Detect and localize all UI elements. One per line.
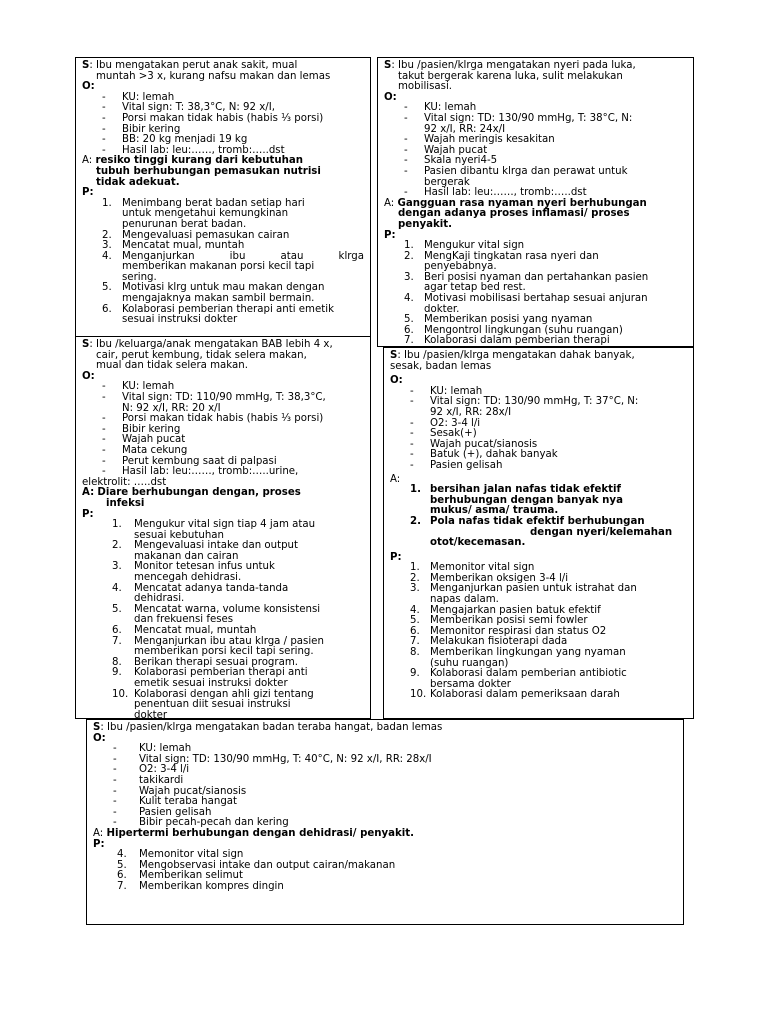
- item-text: mukus/ asma/ trauma.: [430, 505, 559, 517]
- item-number: 10.: [112, 688, 129, 700]
- item-number: 4.: [112, 582, 122, 594]
- o-label: O:: [384, 91, 397, 103]
- list-item: - Mata cekung: [82, 446, 364, 457]
- list-item: [390, 485, 687, 517]
- item-text: bersama dokter: [430, 678, 511, 690]
- a-text: infeksi: [106, 497, 145, 509]
- list-item: - KU: lemah: [82, 382, 364, 393]
- care-plan-box-diarrhea: [75, 336, 371, 719]
- item-text: Mencatat adanya tanda-tanda: [134, 582, 289, 594]
- subjective-line: [390, 351, 687, 362]
- list-item: [390, 690, 687, 701]
- item-text: dengan nyeri/kelemahan: [530, 526, 673, 538]
- list-item: [82, 541, 364, 562]
- assessment-list: [390, 485, 687, 549]
- item-text: Vital sign: TD: 110/90 mmHg, T: 38,3°C,: [122, 391, 326, 403]
- objective-list: [82, 93, 364, 157]
- list-item: - Porsi makan tidak habis (habis ⅓ porsi): [82, 414, 364, 425]
- plan-list: [390, 563, 687, 701]
- item-number: 6.: [404, 324, 414, 336]
- item-number: 2.: [410, 515, 421, 527]
- list-item: [93, 882, 677, 893]
- list-item: [82, 199, 364, 231]
- item-text: Motivasi mobilisasi bertahap sesuai anjuran: [424, 293, 648, 305]
- item-text: Mengevaluasi pemasukan cairan: [122, 229, 290, 241]
- item-text: penurunan berat badan.: [122, 218, 247, 230]
- plan-list: [82, 520, 364, 719]
- item-number: 1.: [410, 562, 420, 574]
- subjective-line: [82, 61, 364, 72]
- list-item: [390, 397, 687, 418]
- item-number: 5.: [102, 282, 112, 294]
- item-text: Pola nafas tidak efektif berhubungan: [430, 515, 645, 527]
- item-text: Kolaborasi dengan ahli gizi tentang: [134, 688, 314, 700]
- item-text: Menganjurkan ibu atau klrga / pasien: [134, 635, 324, 647]
- list-item: - Pasien gelisah: [390, 461, 687, 472]
- item-number: 3.: [112, 561, 122, 573]
- item-number: 1.: [404, 240, 414, 252]
- s-text: : Ibu mengatakan perut anak sakit, mual: [89, 60, 298, 71]
- p-label: P:: [390, 551, 402, 563]
- objective-list: [390, 387, 687, 472]
- item-text: dehidrasi.: [134, 593, 185, 605]
- list-item: - Sesak(+): [390, 429, 687, 440]
- list-item: - Porsi makan tidak habis (habis ⅓ porsi): [82, 114, 364, 125]
- item-text: Mengukur vital sign: [424, 240, 525, 252]
- item-text: Mencatat warna, volume konsistensi: [134, 603, 321, 615]
- item-text: Memonitor vital sign: [139, 849, 244, 861]
- item-number: 7.: [117, 880, 127, 892]
- item-text: Memberikan posisi yang nyaman: [424, 314, 593, 326]
- item-text: Mencatat mual, muntah: [122, 240, 245, 252]
- item-text: bergerak: [424, 176, 470, 188]
- item-number: 2.: [410, 572, 420, 584]
- list-item: - Perut kembung saat di palpasi: [82, 457, 364, 468]
- item-text: untuk mengetahui kemungkinan: [122, 208, 289, 220]
- item-text: otot/kecemasan.: [430, 537, 526, 549]
- item-text: Menganjurkan ibu atau klrga: [122, 250, 364, 262]
- item-number: 7.: [410, 636, 420, 648]
- item-text: Memberikan kompres dingin: [139, 880, 284, 892]
- item-text: MengKaji tingkatan rasa nyeri dan: [424, 250, 599, 262]
- p-label: P:: [384, 229, 396, 241]
- item-text: dokter.: [424, 303, 460, 315]
- item-number: 5.: [404, 314, 414, 326]
- list-item: - Bibir kering: [82, 425, 364, 436]
- item-text: 92 x/I, RR: 24x/I: [424, 123, 506, 135]
- care-plan-box-pain: [377, 57, 694, 347]
- item-text: N: 92 x/I, RR: 20 x/I: [122, 402, 221, 414]
- item-text: Mengevaluasi intake dan output: [134, 540, 298, 552]
- list-item: [384, 336, 687, 347]
- s-text: cair, perut kembung, tidak selera makan,: [96, 349, 307, 361]
- a-label: A:: [384, 197, 395, 209]
- item-number: 1.: [112, 519, 122, 531]
- a-text: tidak adekuat.: [96, 176, 180, 188]
- item-text: Kolaborasi pemberian therapi anti: [134, 667, 308, 679]
- item-text: Mengukur vital sign tiap 4 jam atau: [134, 519, 316, 531]
- item-number: 3.: [102, 240, 112, 252]
- item-number: 3.: [410, 583, 420, 595]
- a-label: A:: [82, 155, 93, 167]
- list-item: [82, 520, 364, 541]
- item-number: 4.: [117, 849, 127, 861]
- list-item: - Wajah pucat: [82, 435, 364, 446]
- item-number: 1.: [410, 484, 421, 496]
- item-number: 5.: [410, 615, 420, 627]
- s-label: S: [82, 60, 90, 71]
- item-text: bersihan jalan nafas tidak efektif: [430, 484, 621, 496]
- list-item: [384, 252, 687, 273]
- subjective-line: [384, 61, 687, 72]
- care-plan-box-nutrition: [75, 57, 371, 338]
- item-text: emetik sesuai instruksi dokter: [134, 678, 288, 689]
- plan-list: [82, 199, 364, 326]
- item-text: Pasien dibantu klrga dan perawat untuk: [424, 165, 628, 177]
- item-text: Monitor tetesan infus untuk: [134, 561, 275, 573]
- list-item: [390, 648, 687, 669]
- a-label: A:: [390, 473, 401, 485]
- objective-list: [82, 382, 364, 477]
- list-item: [82, 605, 364, 626]
- item-number: 2.: [404, 250, 414, 262]
- a-text: dengan adanya proses inflamasi/ proses: [398, 208, 630, 220]
- item-text: Vital sign: TD: 130/90 mmHg, T: 38°C, N:: [424, 112, 633, 124]
- a-text: Diare berhubungan dengan, proses: [97, 487, 301, 499]
- list-item: [390, 669, 687, 690]
- item-text: Melakukan fisioterapi dada: [430, 636, 568, 648]
- item-text: agar tetap bed rest.: [424, 282, 526, 294]
- item-text: sesuai kebutuhan: [134, 529, 224, 541]
- o-tail: elektrolit: …..dst: [82, 476, 167, 488]
- item-number: 4.: [410, 604, 420, 616]
- item-text: Memberikan lingkungan yang nyaman: [430, 647, 626, 659]
- list-item: - O2: 3-4 l/i: [93, 765, 677, 776]
- list-item: [384, 273, 687, 294]
- s-text: mobilisasi.: [398, 81, 453, 93]
- item-text: Memberikan oksigen 3-4 l/i: [430, 572, 569, 584]
- list-item: - KU: lemah: [384, 103, 687, 114]
- subjective-line: [93, 723, 677, 734]
- list-item: [82, 393, 364, 414]
- a-text: Gangguan rasa nyaman nyeri berhubungan: [397, 197, 647, 209]
- item-text: Kolaborasi dalam pemberian therapi: [424, 335, 610, 347]
- list-item: - Vital sign: TD: 130/90 mmHg, T: 40°C, N: 92 x/I, RR: 28x/I: [93, 755, 677, 766]
- item-number: 5.: [112, 603, 122, 615]
- item-text: Menganjurkan pasien untuk istrahat dan: [430, 583, 637, 595]
- list-item: [82, 562, 364, 583]
- list-item: [82, 283, 364, 304]
- s-text: : Ibu /pasien/klrga mengatakan nyeri pada luka,: [391, 60, 636, 71]
- item-text: Mengontrol lingkungan (suhu ruangan): [424, 324, 623, 336]
- item-text: Motivasi klrg untuk mau makan dengan: [122, 282, 325, 294]
- item-text: Berikan therapi sesuai program.: [134, 656, 298, 668]
- item-number: 6.: [112, 625, 122, 637]
- a-text: Hipertermi berhubungan dengan dehidrasi/ penyakit.: [106, 827, 415, 839]
- item-text: Vital sign: TD: 130/90 mmHg, T: 37°C, N:: [430, 396, 639, 408]
- item-text: Beri posisi nyaman dan pertahankan pasien: [424, 271, 649, 283]
- item-text: Memberikan selimut: [139, 870, 244, 882]
- item-number: 9.: [112, 667, 122, 679]
- list-item: [82, 690, 364, 719]
- item-text: 92 x/I, RR: 28x/I: [430, 406, 512, 418]
- item-number: 6.: [410, 625, 420, 637]
- item-text: penyebabnya.: [424, 261, 497, 273]
- item-number: 6.: [102, 303, 112, 315]
- item-number: 2.: [112, 540, 122, 552]
- item-number: 10.: [410, 689, 427, 701]
- o-label: O:: [390, 375, 403, 387]
- o-label: O:: [82, 81, 95, 93]
- list-item: - KU: lemah: [82, 93, 364, 104]
- item-text: dokter: [134, 709, 168, 719]
- item-number: 2.: [102, 229, 112, 241]
- list-item: [82, 252, 364, 284]
- assessment: [93, 829, 677, 840]
- item-number: 8.: [112, 656, 122, 668]
- item-text: penentuan diit sesuai instruksi: [134, 699, 291, 711]
- a-text: resiko tinggi kurang dari kebutuhan: [95, 155, 303, 167]
- item-number: 8.: [410, 647, 420, 659]
- objective-list: [93, 744, 677, 829]
- a-text: penyakit.: [398, 218, 452, 230]
- item-text: makanan dan cairan: [134, 550, 239, 562]
- list-item: [390, 584, 687, 605]
- item-text: Memonitor vital sign: [430, 562, 535, 574]
- list-item: [384, 167, 687, 188]
- item-text: memberikan porsi kecil tapi sering.: [134, 646, 314, 658]
- list-item: - Hasil lab: leu:……, tromb:…..dst: [384, 188, 687, 199]
- list-item: [390, 517, 687, 549]
- a-label: A:: [93, 827, 104, 839]
- item-number: 1.: [102, 197, 112, 209]
- item-text: Kolaborasi dalam pemberian antibiotic: [430, 668, 627, 680]
- list-item: [82, 305, 364, 326]
- list-item: - Skala nyeri4-5: [384, 156, 687, 167]
- s-text: mual dan tidak selera makan.: [96, 360, 248, 372]
- list-item: [82, 637, 364, 658]
- list-item: - Hasil lab: leu:……, tromb:…..urine,: [82, 467, 364, 478]
- s-text: sesak, badan lemas: [390, 360, 492, 372]
- item-number: 9.: [410, 668, 420, 680]
- list-item: [82, 668, 364, 689]
- a-label: A:: [82, 487, 95, 499]
- list-item: - Wajah pucat/sianosis: [390, 440, 687, 451]
- s-label: S: [82, 339, 90, 350]
- list-item: - Hasil lab: leu:……, tromb:…..dst: [82, 146, 364, 157]
- list-item: - Batuk (+), dahak banyak: [390, 450, 687, 461]
- item-number: 3.: [404, 271, 414, 283]
- item-text: napas dalam.: [430, 594, 499, 606]
- care-plan-box-hyperthermia: [86, 719, 684, 925]
- s-label: S: [384, 60, 392, 71]
- p-label: P:: [93, 838, 105, 850]
- s-text: : Ibu /pasien/klrga mengatakan badan teraba hangat, badan lemas: [100, 722, 443, 733]
- list-item: - Wajah meringis kesakitan: [384, 135, 687, 146]
- plan-list: [93, 850, 677, 892]
- list-item: [384, 294, 687, 315]
- list-item: - takikardi: [93, 776, 677, 787]
- s-text: : Ibu /keluarga/anak mengatakan BAB lebih 4 x,: [89, 339, 333, 350]
- item-text: Mengajarkan pasien batuk efektif: [430, 604, 601, 616]
- item-text: Mencatat mual, muntah: [134, 625, 257, 637]
- p-label: P:: [82, 187, 94, 199]
- item-number: 7.: [404, 335, 414, 347]
- item-text: mengajaknya makan sambil bermain.: [122, 293, 315, 305]
- item-number: 5.: [117, 859, 127, 871]
- list-item: [82, 584, 364, 605]
- item-text: (suhu ruangan): [430, 657, 509, 669]
- s-label: S: [93, 722, 101, 733]
- s-text: takut bergerak karena luka, sulit melakukan: [398, 70, 623, 82]
- list-item: - KU: lemah: [93, 744, 677, 755]
- item-text: Memonitor respirasi dan status O2: [430, 625, 607, 637]
- item-text: Kolaborasi dalam pemeriksaan darah: [430, 689, 620, 701]
- list-item: - Bibir pecah-pecah dan kering: [93, 818, 677, 829]
- item-text: sesuai instruksi dokter: [122, 314, 238, 326]
- care-plan-box-airway: [383, 347, 694, 719]
- list-item: - Bibir kering: [82, 125, 364, 136]
- list-item: - Wajah pucat: [384, 146, 687, 157]
- o-label: O:: [93, 732, 106, 744]
- list-item: - BB: 20 kg menjadi 19 kg: [82, 135, 364, 146]
- item-number: 7.: [112, 635, 122, 647]
- p-label: P:: [82, 508, 94, 520]
- list-item: - Vital sign: T: 38,3°C, N: 92 x/I,: [82, 103, 364, 114]
- plan-list: [384, 241, 687, 347]
- list-item: - KU: lemah: [390, 387, 687, 398]
- item-text: memberikan makanan porsi kecil tapi: [122, 261, 315, 273]
- item-text: sering.: [122, 271, 157, 283]
- subjective-line: [82, 340, 364, 351]
- item-text: Kolaborasi pemberian therapi anti emetik: [122, 303, 334, 315]
- s-label: S: [390, 350, 398, 361]
- s-text: muntah >3 x, kurang nafsu makan dan lemas: [96, 70, 331, 82]
- item-number: 4.: [102, 250, 112, 262]
- item-text: Memberikan posisi semi fowler: [430, 615, 588, 627]
- item-text: Menimbang berat badan setiap hari: [122, 197, 305, 209]
- list-item: [384, 114, 687, 135]
- item-number: 4.: [404, 293, 414, 305]
- list-item: - Pasien gelisah: [93, 808, 677, 819]
- o-label: O:: [82, 370, 95, 382]
- list-item: - Wajah pucat/sianosis: [93, 787, 677, 798]
- item-text: mencegah dehidrasi.: [134, 572, 242, 584]
- item-text: Mengobservasi intake dan output cairan/makanan: [139, 859, 396, 871]
- item-number: 6.: [117, 870, 127, 882]
- item-text: dan frekuensi feses: [134, 614, 234, 626]
- objective-list: [384, 103, 687, 198]
- a-text: tubuh berhubungan pemasukan nutrisi: [96, 165, 321, 177]
- item-text: berhubungan dengan banyak nya: [430, 494, 623, 506]
- list-item: - Kulit teraba hangat: [93, 797, 677, 808]
- s-text: : Ibu /pasien/klrga mengatakan dahak banyak,: [397, 350, 635, 361]
- list-item: - O2: 3-4 l/i: [390, 419, 687, 430]
